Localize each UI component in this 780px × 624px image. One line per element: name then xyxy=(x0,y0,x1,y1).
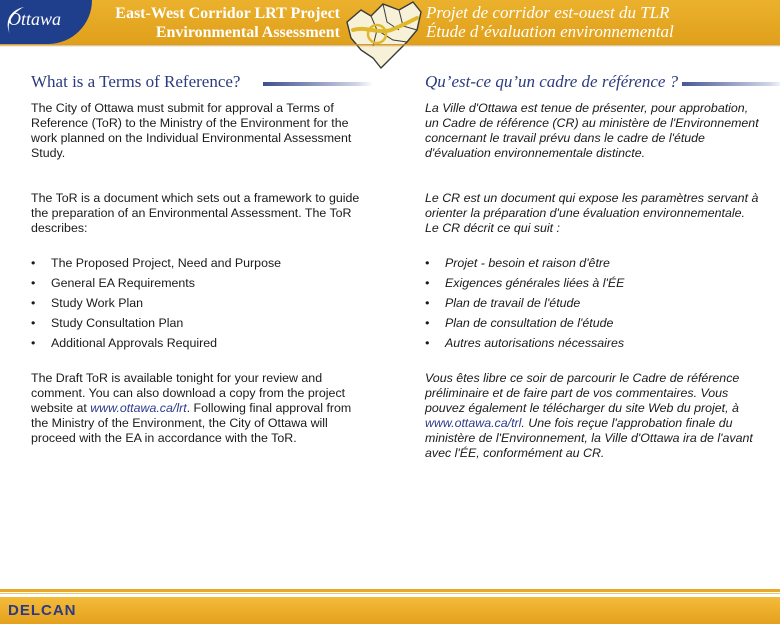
french-column xyxy=(425,70,760,461)
footer-rule xyxy=(0,589,780,592)
english-column xyxy=(31,70,361,446)
list-item: • Projet - besoin et raison d'être xyxy=(425,256,760,271)
header-band xyxy=(0,0,780,44)
french-para-1: La Ville d'Ottawa est tenue de présenter, pour approbation, un Cadre de référence (CR) au ministère de l'Environnement concernant le travail prévu dans le cadre de l'étude d'évaluation environnementale distincte. xyxy=(425,101,759,160)
project-website-link[interactable]: www.ottawa.ca/lrt xyxy=(90,401,187,415)
title-french xyxy=(426,3,674,41)
french-para-3-text: Vous êtes libre ce soir de parcourir le Cadre de référence préliminaire et de faire part de vos commentaires. Vous pouvez également le télécharger du site Web du projet, à xyxy=(425,371,740,415)
french-bullet-list xyxy=(425,256,760,351)
heading-rule xyxy=(675,82,780,86)
english-para-2: The ToR is a document which sets out a framework to guide the preparation of an Environmental Assessment. The ToR describes: xyxy=(31,191,360,235)
english-para-3-tail: . Following final approval from the Ministry of the Environment, the City of Ottawa will proceed with the EA in accordance with the ToR. xyxy=(31,401,352,445)
logo-text: Ottawa xyxy=(8,9,62,29)
list-item: • Exigences générales liées à l'ÉE xyxy=(425,276,760,291)
english-heading-row xyxy=(31,70,361,94)
french-heading: Qu’est-ce qu’un cadre de référence ? xyxy=(425,70,682,94)
list-item: • Study Work Plan xyxy=(31,296,361,311)
list-item: • Plan de travail de l'étude xyxy=(425,296,760,311)
english-para-3-text: The Draft ToR is available tonight for your review and comment. You can also download a copy from the project website at xyxy=(31,371,346,415)
project-website-link-fr[interactable]: www.ottawa.ca/trl xyxy=(425,416,522,430)
footer-band xyxy=(0,597,780,624)
french-para-3 xyxy=(425,371,760,461)
heading-rule xyxy=(263,82,373,86)
list-item: • Study Consultation Plan xyxy=(31,316,361,331)
french-heading-row xyxy=(425,70,760,94)
title-en-line1: East-West Corridor LRT Project xyxy=(115,5,340,22)
footer-rule-thin xyxy=(0,593,780,594)
list-item: • General EA Requirements xyxy=(31,276,361,291)
header-shadow xyxy=(0,44,780,47)
english-heading: What is a Terms of Reference? xyxy=(31,70,244,94)
route-map-icon xyxy=(343,0,423,70)
english-para-1: The City of Ottawa must submit for approval a Terms of Reference (ToR) to the Ministry of the Environment for the work planned on the Individual Environmental Assessment Study. xyxy=(31,101,352,160)
title-fr-line2: Étude d’évaluation environnemental xyxy=(426,22,674,41)
french-para-3-tail: . Une fois reçue l'approbation finale du ministère de l'Environnement, la Ville d'Ottawa ira de l'avant avec l'ÉE, conformément au CR. xyxy=(425,416,753,460)
title-fr-line1: Projet de corridor est-ouest du TLR xyxy=(426,3,670,22)
french-para-2: Le CR est un document qui expose les paramètres servant à orienter la préparation d'une évaluation environnementale. Le CR décrit ce qui suit : xyxy=(425,191,759,235)
ottawa-logo xyxy=(0,0,92,44)
list-item: • Plan de consultation de l'étude xyxy=(425,316,760,331)
list-item: • The Proposed Project, Need and Purpose xyxy=(31,256,361,271)
english-bullet-list xyxy=(31,256,361,351)
title-en-line2: Environmental Assessment xyxy=(155,24,340,41)
english-para-3 xyxy=(31,371,361,446)
list-item: • Autres autorisations nécessaires xyxy=(425,336,760,351)
title-english xyxy=(115,4,340,42)
delcan-logo: DELCAN xyxy=(8,602,77,619)
list-item: • Additional Approvals Required xyxy=(31,336,361,351)
